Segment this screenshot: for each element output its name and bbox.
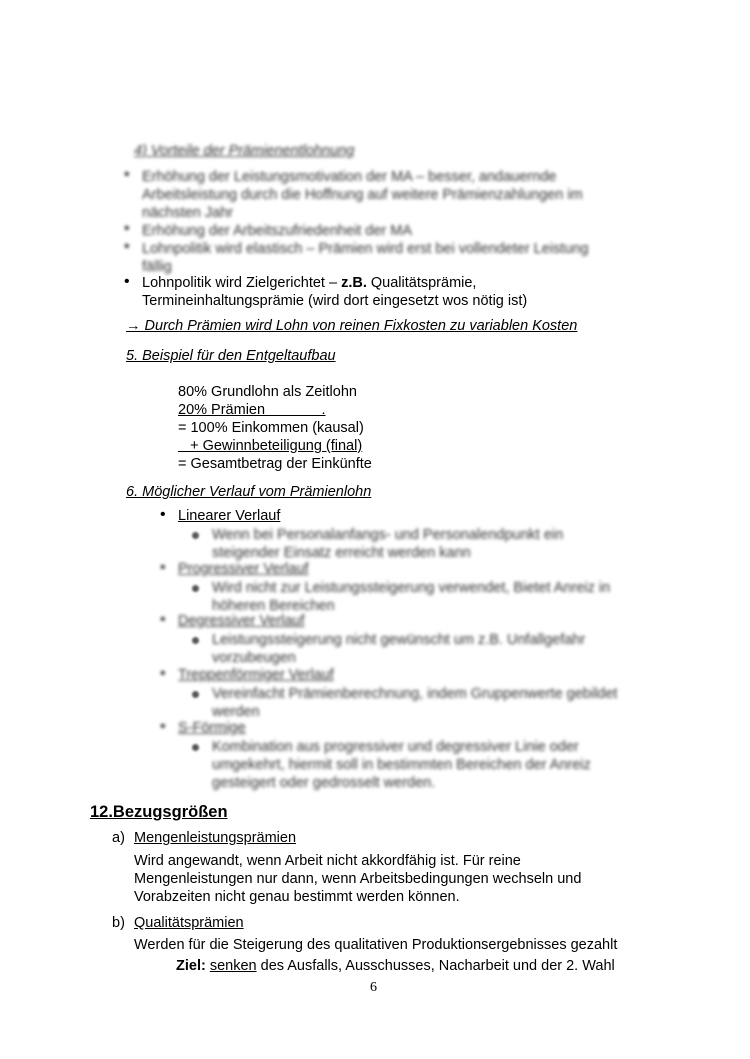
circle-bullet-icon (192, 532, 199, 539)
text-segment: Qualitätsprämie, (366, 275, 477, 291)
text-line: Lohnpolitik wird elastisch – Prämien wird erst bei vollendeter Leistung (142, 241, 589, 257)
text-line (142, 274, 527, 292)
verlauf-desc (212, 526, 563, 562)
text-line: Erhöhung der Leistungsmotivation der MA – besser, andauernde (142, 169, 557, 185)
verlauf-title: Treppenförmiger Verlauf (178, 667, 334, 683)
section6-heading: 6. Möglicher Verlauf vom Prämienlohn (126, 484, 372, 500)
text-line: gesteigert oder gedrosselt werden. (212, 775, 436, 791)
bullet-icon: • (160, 665, 166, 682)
ziel-line (176, 958, 615, 974)
circle-bullet-icon (192, 691, 199, 698)
bold-text: z.B. (341, 275, 367, 291)
text-line: Termineinhaltungsprämie (wird dort eingesetzt wos nötig ist) (142, 293, 528, 309)
text-line: fällig (142, 259, 172, 275)
text-line: nächsten Jahr (142, 205, 234, 221)
circle-bullet-icon (192, 744, 199, 751)
verlauf-title: Degressiver Verlauf (178, 613, 305, 629)
section5-heading: 5. Beispiel für den Entgeltaufbau (126, 348, 336, 364)
bullet-icon: • (124, 220, 130, 237)
section4-bullet-2 (142, 222, 412, 240)
text-line: vorzubeugen (212, 650, 296, 666)
qualitaet-text: Werden für die Steigerung des qualitativen Produktionsergebnisses gezahlt (134, 937, 618, 953)
text-line: Mengenleistungen nur dann, wenn Arbeitsbedingungen wechseln und (134, 871, 582, 887)
page-number: 6 (370, 980, 377, 995)
section4-conclusion: → Durch Prämien wird Lohn von reinen Fixkosten zu variablen Kosten (126, 318, 578, 334)
bullet-icon: • (124, 238, 130, 255)
text-line: werden (212, 704, 260, 720)
text-line: Vorabzeiten nicht genau bestimmt werden können. (134, 889, 460, 905)
text-line: höheren Bereichen (212, 598, 335, 614)
verlauf-desc (212, 579, 610, 615)
calc-line: = 100% Einkommen (kausal) (178, 420, 364, 436)
section4-bullet-1 (142, 168, 583, 222)
text-segment: des Ausfalls, Ausschusses, Nacharbeit und der 2. Wahl (256, 958, 615, 974)
text-line: Wenn bei Personalanfangs- und Personalendpunkt ein (212, 527, 564, 543)
section4-heading: 4) Vorteile der Prämienentlohnung (134, 143, 355, 159)
text-line: umgekehrt, hiermit soll in bestimmten Bereichen der Anreiz (212, 757, 591, 773)
section4-bullet-3 (142, 240, 589, 276)
circle-bullet-icon (192, 585, 199, 592)
text-line: Arbeitsleistung durch die Hoffnung auf weitere Prämienzahlungen im (142, 187, 583, 203)
verlauf-desc (212, 738, 591, 792)
text-line: steigender Einsatz erreicht werden kann (212, 545, 471, 561)
ziel-label: Ziel: (176, 958, 206, 974)
calc-line: 80% Grundlohn als Zeitlohn (178, 384, 357, 400)
calc-line: + Gewinnbeteiligung (final) (178, 438, 363, 454)
section12-heading: 12.Bezugsgrößen (90, 803, 228, 821)
text-line: Wird angewandt, wenn Arbeit nicht akkordfähig ist. Für reine (134, 853, 521, 869)
mengenleistung-title: Mengenleistungsprämien (134, 830, 297, 846)
bullet-icon: • (160, 559, 166, 576)
section4-bullet-4 (142, 274, 527, 310)
text-segment: Lohnpolitik wird Zielgerichtet – (142, 275, 342, 291)
bullet-icon: • (160, 718, 166, 735)
verlauf-desc (212, 685, 617, 721)
verlauf-title: Linearer Verlauf (178, 508, 281, 524)
bullet-icon: • (160, 611, 166, 628)
list-label: b) (112, 915, 125, 931)
circle-bullet-icon (192, 637, 199, 644)
calc-line: = Gesamtbetrag der Einkünfte (178, 456, 372, 472)
verlauf-title: S-Förmige (178, 720, 246, 736)
mengenleistung-text (134, 852, 581, 906)
text-line: Kombination aus progressiver und degressiver Linie oder (212, 739, 579, 755)
bullet-icon: • (124, 273, 130, 290)
text-line: Leistungssteigerung nicht gewünscht um z.B. Unfallgefahr (212, 632, 586, 648)
bullet-icon: • (124, 166, 130, 183)
text-line: Vereinfacht Prämienberechnung, indem Gruppenwerte gebildet (212, 686, 618, 702)
text-line: Wird nicht zur Leistungssteigerung verwendet, Bietet Anreiz in (212, 580, 611, 596)
qualitaet-title: Qualitätsprämien (134, 915, 244, 931)
ziel-word: senken (209, 958, 257, 974)
text-line: Erhöhung der Arbeitszufriedenheit der MA (142, 223, 413, 239)
verlauf-desc (212, 631, 585, 667)
calc-line: 20% Prämien . (178, 402, 326, 418)
section5-calculation (178, 383, 372, 473)
list-label: a) (112, 830, 125, 846)
bullet-icon: • (160, 506, 166, 523)
verlauf-title: Progressiver Verlauf (178, 561, 309, 577)
